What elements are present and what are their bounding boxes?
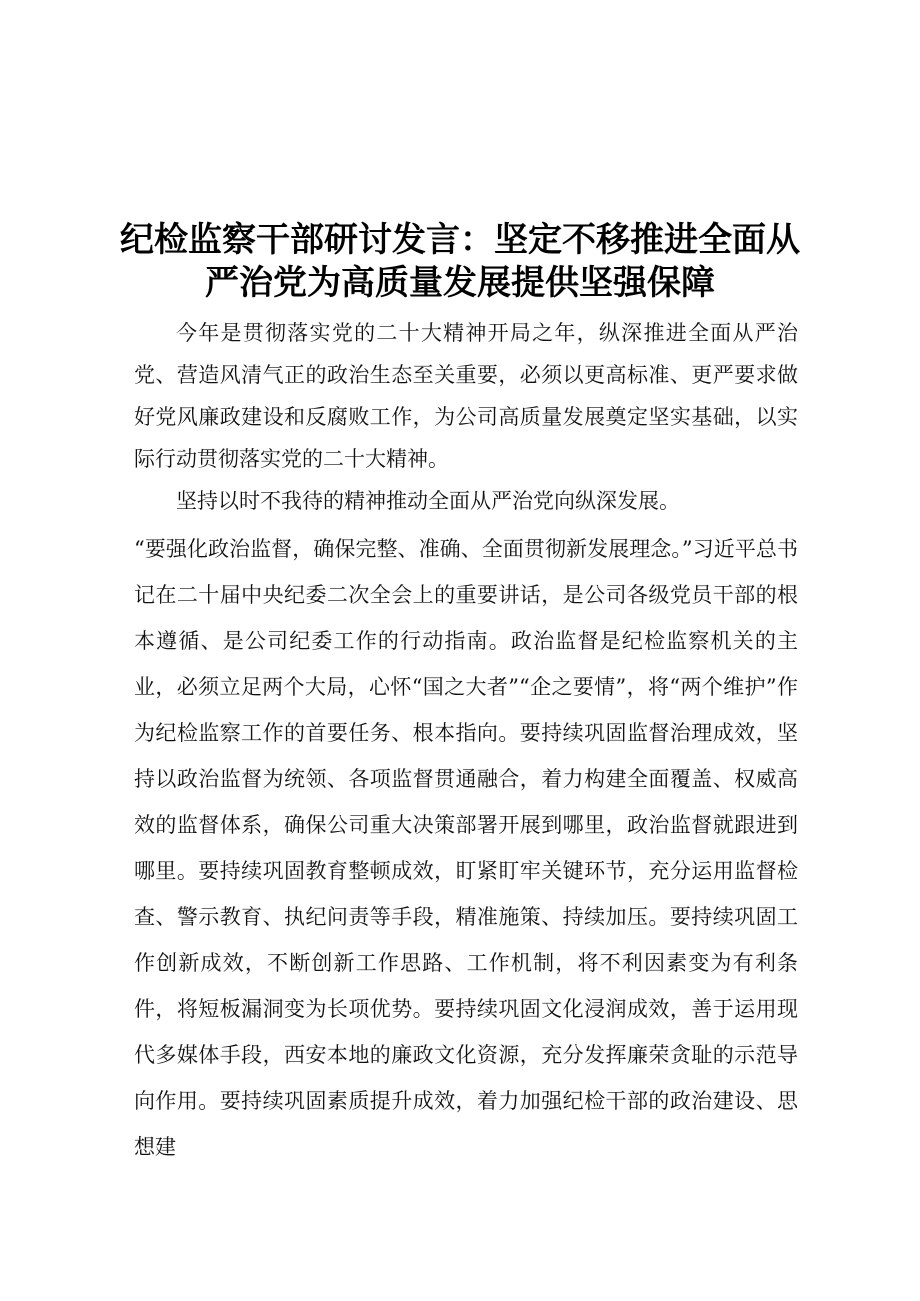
document-title-line-2: 严治党为高质量发展提供坚强保障 [205,263,715,303]
document-title-line-1: 纪检监察干部研讨发言：坚定不移推进全面从 [120,220,800,260]
paragraph-intro: 今年是贯彻落实党的二十大精神开局之年，纵深推进全面从严治党、营造风清气正的政治生态至关重要，必须以更高标准、更严要求做好党风廉政建设和反腐败工作，为公司高质量发展奠定坚实基础，以实际行动贯彻落实党的二十大精神。 [134,321,798,471]
paragraph-political-supervision: “要强化政治监督，确保完整、准确、全面贯彻新发展理念。”习近平总书记在二十届中央纪委二次全会上的重要讲话，是公司各级党员干部的根本遵循、是公司纪委工作的行动指南。政治监督是纪检监察机关的主业，必须立足两个大局，心怀“国之大者”“企之要情”，将“两个维护”作为纪检监察工作的首要任务、根本指向。要持续巩固监督治理成效，坚持以政治监督为统领、各项监督贯通融合，着力构建全面覆盖、权威高效的监督体系，确保公司重大决策部署开展到哪里，政治监督就跟进到哪里。要持续巩固教育整顿成效，盯紧盯牢关键环节，充分运用监督检查、警示教育、执纪问责等手段，精准施策、持续加压。要持续巩固工作创新成效，不断创新工作思路、工作机制，将不利因素变为有利条件，将短板漏洞变为长项优势。要持续巩固文化浸润成效，善于运用现代多媒体手段，西安本地的廉政文化资源，充分发挥廉荣贪耻的示范导向作用。要持续巩固素质提升成效，着力加强纪检干部的政治建设、思想建 [134,537,798,1159]
paragraph-section-heading: 坚持以时不我待的精神推动全面从严治党向纵深发展。 [176,489,680,513]
